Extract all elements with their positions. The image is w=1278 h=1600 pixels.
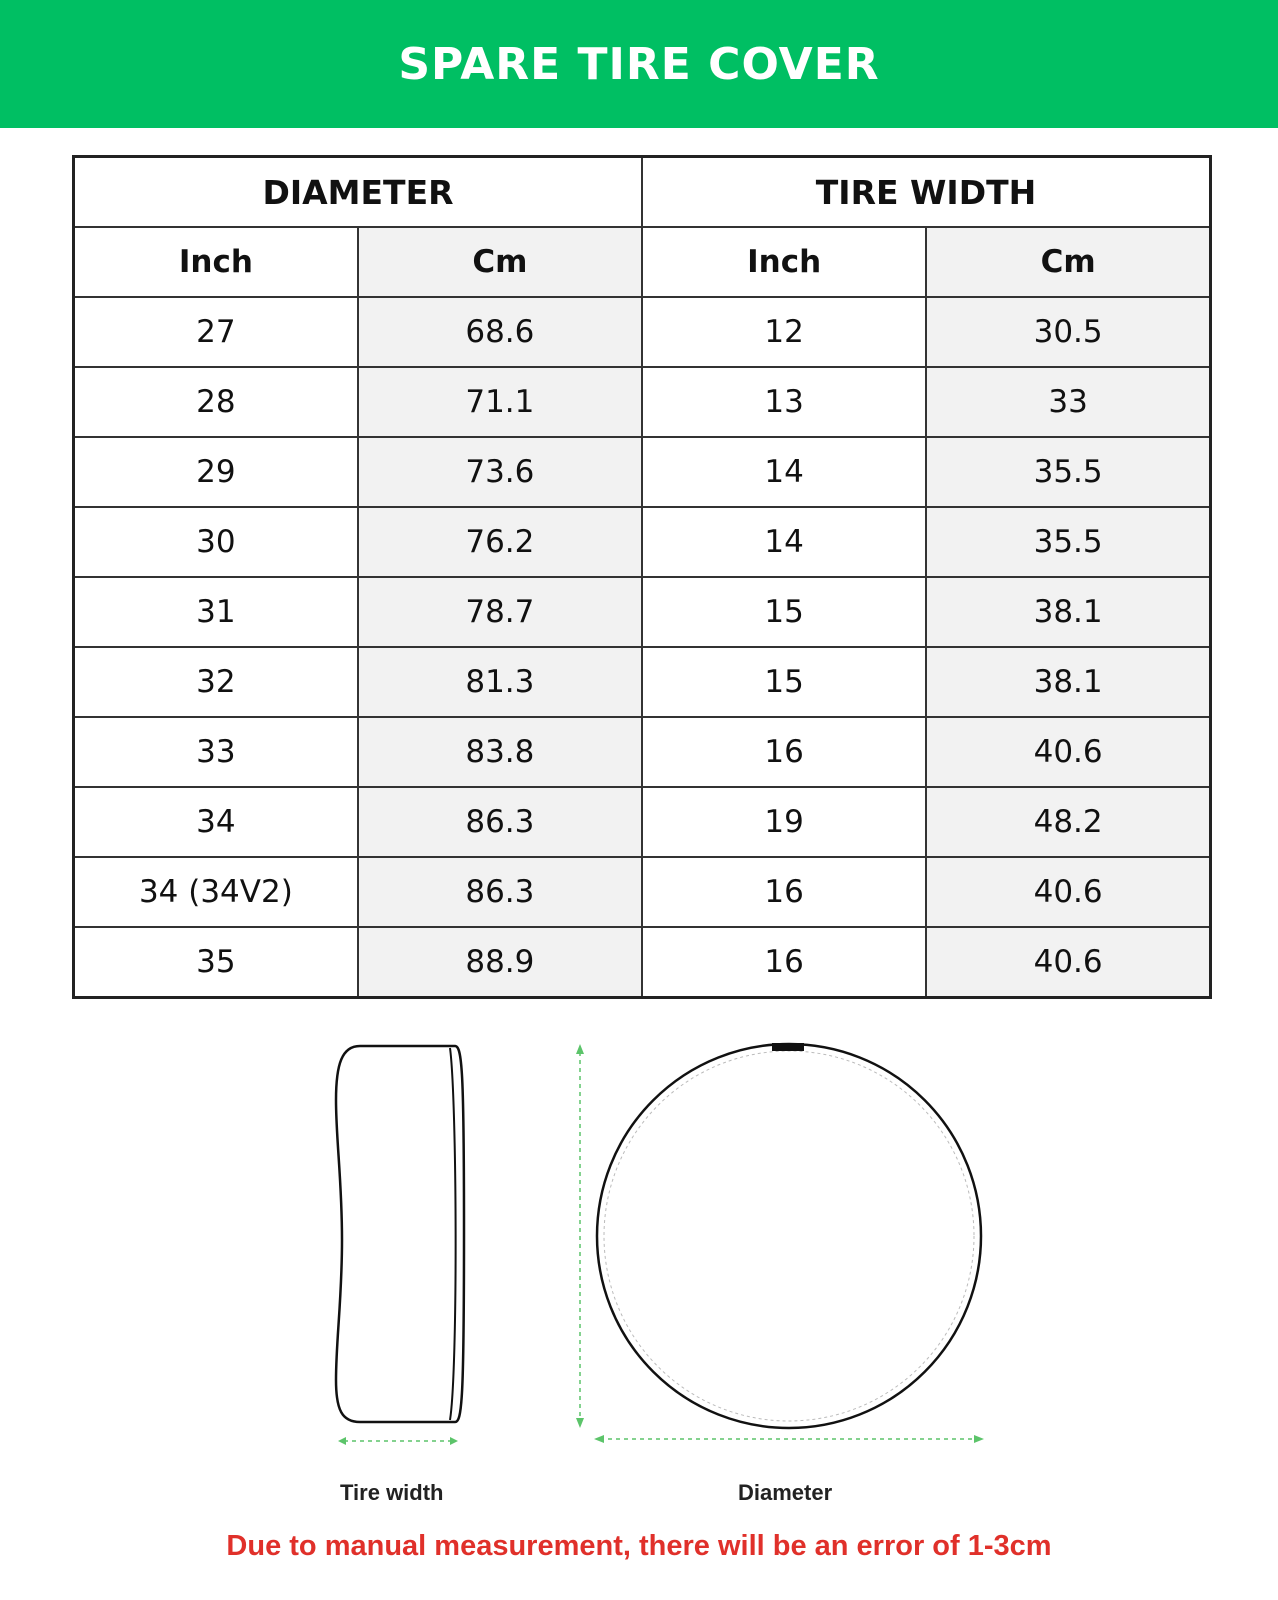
- diameter-cm-cell: 76.2: [358, 507, 642, 577]
- diameter-inch-cell: 30: [74, 507, 358, 577]
- diameter-cm-header: Cm: [358, 227, 642, 297]
- sub-header-row: [74, 227, 1211, 297]
- diameter-cm-cell: 86.3: [358, 857, 642, 927]
- width-cm-cell: 38.1: [926, 577, 1210, 647]
- tire-width-arrow-left-head: [338, 1437, 346, 1445]
- table-row: [74, 297, 1211, 367]
- width-cm-cell: 40.6: [926, 717, 1210, 787]
- table-row: [74, 717, 1211, 787]
- width-inch-cell: 16: [642, 927, 926, 998]
- diameter-cm-cell: 68.6: [358, 297, 642, 367]
- width-inch-header: Inch: [642, 227, 926, 297]
- width-cm-cell: 40.6: [926, 857, 1210, 927]
- width-inch-cell: 13: [642, 367, 926, 437]
- horizontal-arrow-right-head: [974, 1435, 984, 1443]
- width-inch-cell: 14: [642, 437, 926, 507]
- width-cm-cell: 38.1: [926, 647, 1210, 717]
- tire-width-label: Tire width: [340, 1480, 444, 1505]
- table-row: [74, 787, 1211, 857]
- width-cm-header: Cm: [926, 227, 1210, 297]
- table-row: [74, 647, 1211, 717]
- diameter-cm-cell: 78.7: [358, 577, 642, 647]
- width-cm-cell: 30.5: [926, 297, 1210, 367]
- size-chart-table: [72, 155, 1212, 999]
- table-row: [74, 927, 1211, 998]
- diameter-inch-header: Inch: [74, 227, 358, 297]
- diameter-header: DIAMETER: [74, 157, 643, 228]
- title-banner: [0, 0, 1278, 128]
- tire-diagram: [0, 1040, 1278, 1520]
- table-row: [74, 437, 1211, 507]
- table-body: [74, 297, 1211, 998]
- diameter-inch-cell: 29: [74, 437, 358, 507]
- width-inch-cell: 15: [642, 577, 926, 647]
- tire-side-view-shape: [336, 1046, 464, 1422]
- width-inch-cell: 16: [642, 717, 926, 787]
- width-cm-cell: 35.5: [926, 507, 1210, 577]
- diameter-cm-cell: 88.9: [358, 927, 642, 998]
- diameter-label: Diameter: [738, 1480, 833, 1505]
- tire-width-header: TIRE WIDTH: [642, 157, 1211, 228]
- measurement-footnote: Due to manual measurement, there will be an error of 1-3cm: [226, 1530, 1052, 1562]
- diameter-inch-cell: 34: [74, 787, 358, 857]
- vertical-arrow-top-head: [576, 1044, 584, 1054]
- vertical-arrow-bottom-head: [576, 1418, 584, 1428]
- horizontal-arrow-left-head: [594, 1435, 604, 1443]
- diameter-inch-cell: 28: [74, 367, 358, 437]
- width-cm-cell: 33: [926, 367, 1210, 437]
- width-cm-cell: 40.6: [926, 927, 1210, 998]
- diameter-cm-cell: 81.3: [358, 647, 642, 717]
- diameter-inch-cell: 34 (34V2): [74, 857, 358, 927]
- width-cm-cell: 48.2: [926, 787, 1210, 857]
- table-row: [74, 367, 1211, 437]
- diameter-cm-cell: 73.6: [358, 437, 642, 507]
- width-inch-cell: 16: [642, 857, 926, 927]
- diameter-inch-cell: 32: [74, 647, 358, 717]
- diameter-inch-cell: 35: [74, 927, 358, 998]
- group-header-row: [74, 157, 1211, 228]
- width-cm-cell: 35.5: [926, 437, 1210, 507]
- diameter-cm-cell: 86.3: [358, 787, 642, 857]
- diameter-inch-cell: 33: [74, 717, 358, 787]
- table-row: [74, 577, 1211, 647]
- tire-width-arrow-right-head: [450, 1437, 458, 1445]
- width-inch-cell: 12: [642, 297, 926, 367]
- page-title: SPARE TIRE COVER: [398, 38, 880, 90]
- width-inch-cell: 15: [642, 647, 926, 717]
- diameter-cm-cell: 83.8: [358, 717, 642, 787]
- width-inch-cell: 19: [642, 787, 926, 857]
- diameter-inch-cell: 31: [74, 577, 358, 647]
- tire-cover-tab: [772, 1043, 804, 1051]
- table-row: [74, 857, 1211, 927]
- diameter-inch-cell: 27: [74, 297, 358, 367]
- diameter-cm-cell: 71.1: [358, 367, 642, 437]
- tire-front-view-circle: [597, 1044, 981, 1428]
- width-inch-cell: 14: [642, 507, 926, 577]
- table-row: [74, 507, 1211, 577]
- tire-diagram-svg: [0, 1040, 1278, 1520]
